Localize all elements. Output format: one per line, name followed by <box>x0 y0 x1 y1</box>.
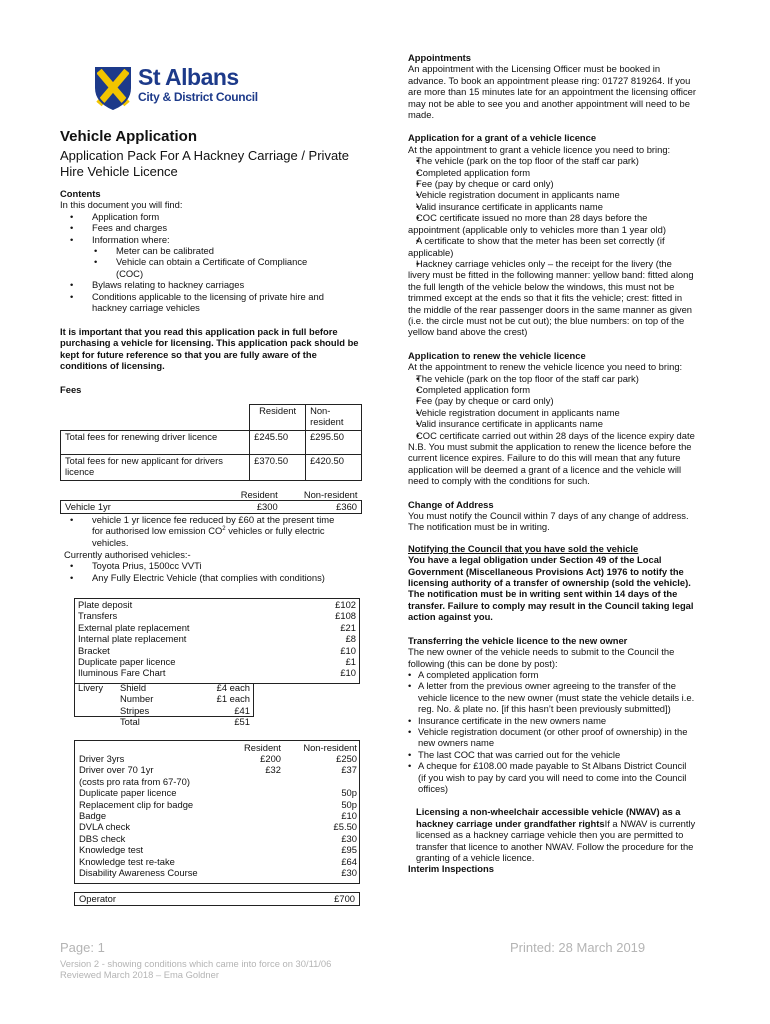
driver-row-value: £10 <box>341 809 357 821</box>
appointments-heading: Appointments <box>408 52 472 63</box>
fees-table <box>60 404 362 481</box>
driver-row-label: Replacement clip for badge <box>79 798 194 810</box>
list-item: • Valid insurance certificate in applicants name <box>408 201 696 212</box>
driver-row-label: Driver 3yrs <box>79 753 125 764</box>
list-item: • COC certificate issued no more than 28 days before the appointment (applicable only to vehicles more than 1 year old) <box>408 212 696 235</box>
driver-row-res: £200 <box>260 753 281 764</box>
fees-row-label: Total fees for renewing driver licence <box>61 431 250 455</box>
plate-row-value: £108 <box>335 610 356 622</box>
list-item: • Vehicle registration document (or other proof of ownership) in the new owners name <box>408 726 696 749</box>
authorised-vehicles <box>64 549 364 583</box>
livery-row-label: Number <box>120 693 154 705</box>
address-text: You must notify the Council within 7 days of any change of address. The notification must be in writing. <box>408 510 689 533</box>
footer-reviewed: Reviewed March 2018 – Ema Goldner <box>60 969 219 980</box>
operator-label: Operator <box>79 893 116 904</box>
plate-row-value: £1 <box>345 655 356 667</box>
transfer-intro: The new owner of the vehicle needs to submit to the Council the following (this can be done by post): <box>408 646 675 669</box>
driver-row-label: DVLA check <box>79 821 131 833</box>
plate-row-label: External plate replacement <box>78 621 190 633</box>
right-column <box>408 52 696 875</box>
vehicle-note <box>60 514 360 548</box>
vehicle-col-resident: Resident <box>240 489 278 500</box>
livery-row-label: Total <box>120 716 140 728</box>
driver-row-label: Knowledge test re-take <box>79 855 175 867</box>
driver-row-value: £37 <box>341 764 357 776</box>
address-heading: Change of Address <box>408 498 494 510</box>
vehicle-col-nonresident: Non-resident <box>303 489 358 500</box>
list-item: • Hackney carriage vehicles only – the receipt for the livery (the livery must be fitted in the following manner: yellow band: fitted along the full length of the vehicle below the windows, this must not be trimmed except at the ends so that it fits the vehicle; crest: fitted in the middle of the rear passenger doors in the same manner as given (i.e. the circle must not be cut out); the blue numbers: on top of the yellow band above the crest) <box>408 258 696 338</box>
driver-row-label: DBS check <box>79 832 126 844</box>
driver-row <box>79 810 357 821</box>
plate-row-value: £102 <box>335 599 356 610</box>
driver-row-label: Badge <box>79 809 107 821</box>
plate-row-value: £21 <box>340 621 356 633</box>
livery-row-value: £1 each <box>216 693 250 705</box>
vehicle-note-text: vehicle 1 yr licence fee reduced by £60 at the present time for authorised low emission CO <box>92 514 335 537</box>
driver-row-value: £95 <box>341 844 357 856</box>
plate-row <box>78 645 356 656</box>
contents-subitem: • Meter can be calibrated <box>84 245 360 256</box>
grant-list <box>408 155 696 338</box>
driver-row-label: Disability Awareness Course <box>79 866 198 878</box>
driver-row <box>79 833 357 844</box>
plate-row-value: £10 <box>340 667 356 679</box>
livery-row-label: Shield <box>120 682 147 693</box>
plate-fees-table <box>74 598 360 728</box>
driver-row-label: Driver over 70 1yr <box>79 764 154 776</box>
plate-row-label: Duplicate paper licence <box>78 655 176 667</box>
contents-item: • Fees and charges <box>60 222 360 233</box>
list-item: • A cheque for £108.00 made payable to St Albans District Council (if you wish to pay by card you will need to come into the Council offices) <box>408 760 696 794</box>
fees-row-non: £420.50 <box>306 455 362 481</box>
driver-row-value: 50p <box>341 787 357 799</box>
authorised-item: • Toyota Prius, 1500cc VVTi <box>60 560 364 571</box>
list-item: • A certificate to show that the meter has been set correctly (if applicable) <box>408 235 696 258</box>
vehicle-row-label: Vehicle 1yr <box>61 501 224 513</box>
plate-row <box>78 622 356 633</box>
grant-intro: At the appointment to grant a vehicle licence you need to bring: <box>408 143 671 155</box>
nwav-section <box>408 806 696 863</box>
fees-col-resident: Resident <box>250 405 306 431</box>
footer-version: Version 2 - showing conditions which came into force on 30/11/06 <box>60 958 332 969</box>
renew-list <box>408 373 696 441</box>
driver-row <box>79 821 357 832</box>
contents-heading: Contents <box>60 188 101 199</box>
driver-row-value: 50p <box>341 798 357 810</box>
driver-row <box>79 856 357 867</box>
list-item: • The last COC that was carried out for the vehicle <box>408 749 696 760</box>
fees-row-res: £245.50 <box>250 431 306 455</box>
plate-row-label: Internal plate replacement <box>78 633 187 645</box>
renew-nb: N.B. You must submit the application to renew the licence before the current licence expires. Failure to do this will mean that any future application will be deemed a grant of a licence and the vehicle will need to comply with the conditions for such. <box>408 441 692 487</box>
plate-row-label: Plate deposit <box>78 599 133 610</box>
council-logo <box>94 64 264 112</box>
footer-printed: Printed: 28 March 2019 <box>510 940 646 955</box>
vehicle-row-non: £360 <box>282 501 362 513</box>
list-item: • Valid insurance certificate in applicants name <box>408 418 696 429</box>
page-title: Vehicle Application <box>60 128 197 145</box>
driver-row-res: £32 <box>265 764 281 776</box>
important-notice: It is important that you read this application pack in full before purchasing a vehicle for licensing. This application pack should be kept for future reference so that you are fully aware of the conditions of licensing. <box>60 326 359 372</box>
footer-page: Page: 1 <box>60 940 105 955</box>
vehicle-row-res: £300 <box>224 501 282 513</box>
plate-row <box>78 667 356 678</box>
list-item: • The vehicle (park on the top floor of the staff car park) <box>408 373 696 384</box>
list-item: • Completed application form <box>408 384 696 395</box>
plate-row-label: Iluminous Fare Chart <box>78 667 166 679</box>
livery-row-value: £4 each <box>216 682 250 693</box>
livery-row <box>120 693 250 704</box>
contents-item: • Information where: <box>60 234 360 245</box>
contents-item: • Bylaws relating to hackney carriages <box>60 279 360 290</box>
fees-col-nonresident: Non-resident <box>306 405 362 431</box>
renew-intro: At the appointment to renew the vehicle licence you need to bring: <box>408 361 683 373</box>
list-item: • Vehicle registration document in applicants name <box>408 407 696 418</box>
driver-fees-table <box>74 740 360 884</box>
plate-row <box>78 610 356 621</box>
contents-intro: In this document you will find: <box>60 199 183 211</box>
driver-row <box>79 753 357 764</box>
list-item: • Completed application form <box>408 167 696 178</box>
operator-value: £700 <box>334 893 355 904</box>
driver-col-nonresident: Non-resident <box>303 742 357 753</box>
fees-row-non: £295.50 <box>306 431 362 455</box>
fees-row-label: Total fees for new applicant for drivers licence <box>61 455 250 481</box>
authorised-heading: Currently authorised vehicles:- <box>64 549 191 560</box>
driver-row-value: £5.50 <box>333 821 357 833</box>
page-subtitle: Application Pack For A Hackney Carriage / Private Hire Vehicle Licence <box>60 148 350 179</box>
plate-row-value: £8 <box>345 633 356 645</box>
logo-line-2: City & District Council <box>138 90 258 104</box>
livery-label: Livery <box>78 682 104 693</box>
contents-item: • Conditions applicable to the licensing of private hire and hackney carriage vehicles <box>60 291 360 314</box>
driver-row <box>79 867 357 878</box>
vehicle-fee-table <box>60 489 362 514</box>
contents-item: • Application form <box>60 211 360 222</box>
fees-row-res: £370.50 <box>250 455 306 481</box>
list-item: • A letter from the previous owner agreeing to the transfer of the vehicle licence to the new owner (must state the vehicle details i.e. reg. No. & plate no. [if this hasn’t been previously submitted]) <box>408 680 696 714</box>
appointments-text: An appointment with the Licensing Officer must be booked in advance. To book an appointment please ring: 01727 819264. If you are more than 15 minutes late for an appointment the licensing officer may not be able to see you and another appointment will need to be made. <box>408 63 697 121</box>
sold-heading: Notifying the Council that you have sold the vehicle <box>408 542 639 554</box>
driver-row <box>79 844 357 855</box>
renew-heading: Application to renew the vehicle licence <box>408 349 586 361</box>
list-item: • COC certificate carried out within 28 days of the licence expiry date <box>408 430 696 441</box>
livery-row <box>120 716 250 727</box>
sold-text: You have a legal obligation under Section 49 of the Local Government (Miscellaneous Provisions Act) 1976 to notify the licensing authority of a transfer of ownership (sold the vehicle). The notification must be in writing sent within 14 days of the transfer. Failure to comply may result in the Council taking legal action against you. <box>408 554 694 623</box>
list-item: • Fee (pay by cheque or card only) <box>408 395 696 406</box>
driver-row-value: £250 <box>336 753 357 764</box>
driver-row-label: Knowledge test <box>79 844 144 856</box>
driver-col-resident: Resident <box>243 742 281 753</box>
transfer-list <box>408 669 696 794</box>
operator-row <box>74 892 360 906</box>
logo-line-1: St Albans <box>138 64 239 90</box>
authorised-item: • Any Fully Electric Vehicle (that complies with conditions) <box>60 572 364 583</box>
list-item: • The vehicle (park on the top floor of the staff car park) <box>408 155 696 166</box>
list-item: • Insurance certificate in the new owners name <box>408 715 696 726</box>
livery-row-value: £51 <box>234 716 250 728</box>
nwav-heading: Licensing a non-wheelchair accessible vehicle (NWAV) as a hackney carriage under grandfather rights <box>416 806 681 829</box>
plate-row-label: Transfers <box>78 610 118 622</box>
livery-row <box>120 705 250 716</box>
vehicle-note-sup: 2 <box>222 526 226 533</box>
plate-row-label: Bracket <box>78 644 110 656</box>
vehicle-note-text-end: vehicles or fully electric vehicles. <box>92 525 325 548</box>
nwav-text: If a NWAV is currently licensed as a hackney carriage vehicle then you are permitted to transfer that licence to another NWAV. Follow the procedure for the granting of a vehicle licence. <box>416 817 696 863</box>
transfer-heading: Transferring the vehicle licence to the new owner <box>408 634 628 646</box>
driver-row-label: Duplicate paper licence <box>79 787 177 799</box>
list-item: • A completed application form <box>408 669 696 680</box>
driver-row-value: £30 <box>341 866 357 878</box>
driver-row <box>79 764 357 775</box>
list-item: • Vehicle registration document in applicants name <box>408 189 696 200</box>
livery-row-value: £41 <box>234 704 250 716</box>
grant-heading: Application for a grant of a vehicle licence <box>408 132 597 144</box>
livery-row <box>120 682 250 693</box>
contents-subitem: • Vehicle can obtain a Certificate of Compliance (COC) <box>84 256 360 279</box>
livery-row-label: Stripes <box>120 704 150 716</box>
driver-row <box>79 799 357 810</box>
interim-heading: Interim Inspections <box>408 863 494 875</box>
driver-row <box>79 787 357 798</box>
driver-row-label: (costs pro rata from 67-70) <box>79 775 190 787</box>
fees-heading: Fees <box>60 384 82 395</box>
plate-row <box>78 599 356 610</box>
st-albans-crest-icon <box>94 66 132 110</box>
list-item: • Fee (pay by cheque or card only) <box>408 178 696 189</box>
plate-row <box>78 656 356 667</box>
driver-row-value: £30 <box>341 832 357 844</box>
contents-section <box>60 188 360 313</box>
driver-row-value: £64 <box>341 855 357 867</box>
driver-row <box>79 776 357 787</box>
plate-row-value: £10 <box>340 644 356 656</box>
plate-row <box>78 633 356 644</box>
